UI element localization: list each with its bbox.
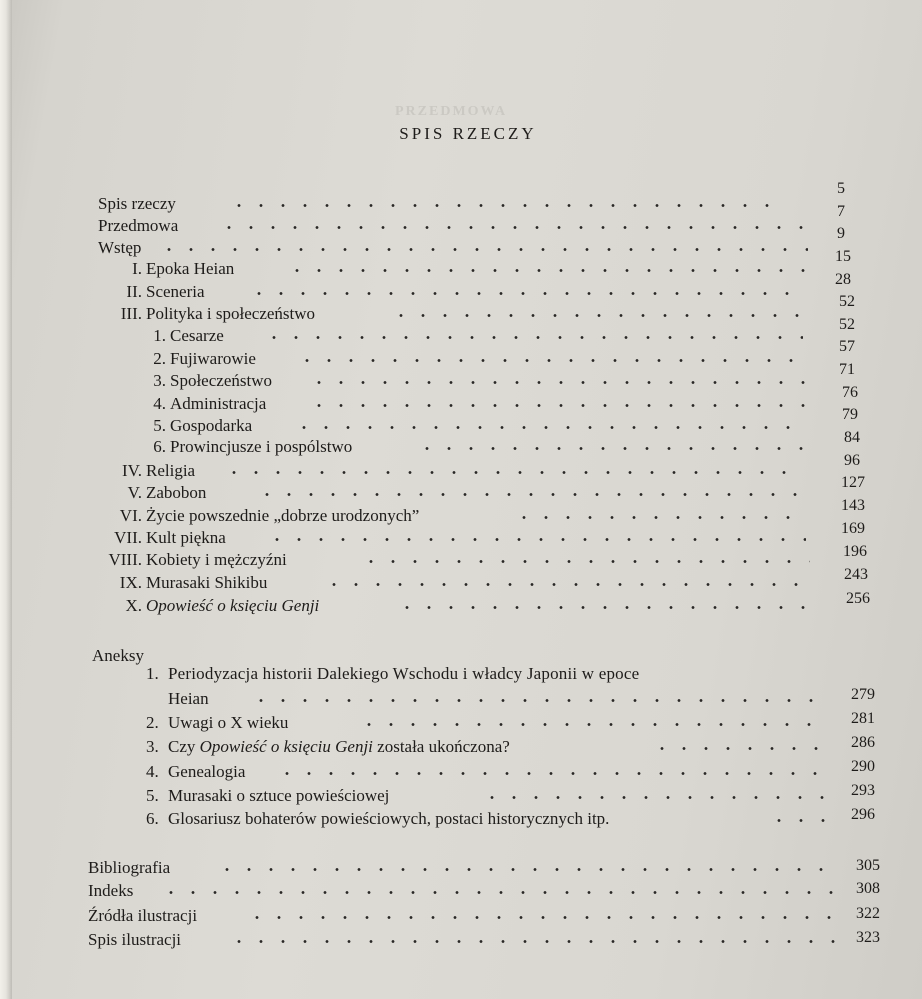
annex-label: Periodyzacja historii Dalekiego Wschodu i władcy Japonii w epoce	[168, 664, 640, 683]
dot-leader	[293, 426, 803, 429]
page-number: 57	[839, 338, 855, 355]
toc-number: III.	[120, 304, 142, 323]
page-number: 7	[837, 203, 845, 220]
toc-row	[98, 348, 818, 370]
page-number: 143	[841, 497, 865, 514]
toc-label: Prowincjusze i pospólstwo	[170, 437, 353, 456]
toc-row	[98, 393, 818, 415]
dot-leader	[218, 226, 818, 229]
toc-number: 1.	[153, 326, 166, 345]
dot-leader	[256, 493, 806, 496]
page-number: 169	[841, 520, 865, 537]
toc-number: 2.	[153, 349, 166, 368]
page-number: 322	[856, 905, 880, 922]
back-row	[88, 929, 848, 951]
annex-row	[146, 736, 866, 758]
page-number: 286	[851, 734, 875, 751]
annex-row	[146, 785, 866, 807]
annex-heading: Aneksy	[92, 646, 144, 665]
toc-label: Administracja	[170, 394, 267, 413]
back-label: Indeks	[88, 881, 134, 900]
annex-row	[168, 688, 868, 710]
annex-label: Genealogia	[168, 762, 246, 781]
toc-number: IX.	[119, 573, 142, 592]
dot-leader	[223, 471, 803, 474]
dot-leader	[416, 447, 806, 450]
toc-number: 4.	[153, 394, 166, 413]
page-number: 293	[851, 782, 875, 799]
page-number: 52	[839, 293, 855, 310]
toc-label: Polityka i społeczeństwo	[146, 304, 316, 323]
dot-leader	[228, 940, 836, 943]
toc-label: Fujiwarowie	[170, 349, 256, 368]
toc-row	[98, 303, 818, 325]
toc-label: Gospodarka	[170, 416, 253, 435]
toc-row	[98, 370, 818, 392]
toc-label: Epoka Heian	[146, 259, 235, 278]
dot-leader	[481, 796, 831, 799]
page-number: 305	[856, 857, 880, 874]
dot-leader	[323, 583, 808, 586]
page-binding-edge	[0, 0, 12, 999]
annex-label: Murasaki o sztuce powieściowej	[168, 786, 390, 805]
page-number: 15	[835, 248, 851, 265]
page-number: 323	[856, 929, 880, 946]
dot-leader	[308, 404, 808, 407]
toc-row	[98, 460, 818, 482]
dot-leader	[286, 269, 806, 272]
toc-row	[98, 595, 818, 617]
dot-leader	[160, 891, 836, 894]
back-label: Bibliografia	[88, 858, 171, 877]
annex-number: 5.	[146, 786, 159, 805]
annex-number: 4.	[146, 762, 159, 781]
page-number: 79	[842, 406, 858, 423]
page-number: 256	[846, 590, 870, 607]
dot-leader	[248, 292, 803, 295]
toc-label: Opowieść o księciu Genji	[146, 596, 320, 615]
dot-leader	[308, 381, 808, 384]
back-label: Spis ilustracji	[88, 930, 182, 949]
dot-leader	[216, 868, 836, 871]
back-label: Źródła ilustracji	[88, 906, 198, 925]
show-through-heading: PRZEDMOWA	[395, 104, 508, 119]
toc-number: 5.	[153, 416, 166, 435]
page-number: 71	[839, 361, 855, 378]
toc-row	[98, 572, 818, 594]
page-number: 296	[851, 806, 875, 823]
toc-number: IV.	[122, 461, 142, 480]
dot-leader	[263, 336, 803, 339]
toc-row	[98, 193, 778, 215]
toc-row	[98, 527, 818, 549]
toc-row	[98, 258, 818, 280]
dot-leader	[390, 314, 810, 317]
page-number: 196	[843, 543, 867, 560]
page-number: 281	[851, 710, 875, 727]
toc-label: Kult piękna	[146, 528, 226, 547]
toc-number: VI.	[119, 506, 142, 525]
page-number: 243	[844, 566, 868, 583]
toc-row	[98, 215, 778, 237]
toc-label: Spis rzeczy	[98, 194, 176, 213]
dot-leader	[250, 699, 820, 702]
toc-label: Wstęp	[98, 238, 142, 257]
toc-number: VII.	[114, 528, 142, 547]
dot-leader	[396, 606, 806, 609]
toc-row	[98, 281, 818, 303]
page-title: SPIS RZECZY	[399, 124, 537, 143]
back-row	[88, 857, 848, 879]
page-number: 290	[851, 758, 875, 775]
dot-leader	[360, 560, 810, 563]
dot-leader	[158, 248, 808, 251]
page-number: 84	[844, 429, 860, 446]
dot-leader	[246, 916, 836, 919]
toc-row	[98, 549, 818, 571]
toc-label: Życie powszednie „dobrze urodzonych”	[146, 506, 420, 525]
back-row	[88, 880, 848, 902]
annex-row	[146, 712, 866, 734]
dot-leader	[276, 772, 831, 775]
toc-label: Społeczeństwo	[170, 371, 272, 390]
toc-row	[98, 415, 818, 437]
dot-leader	[266, 538, 806, 541]
toc-row	[98, 482, 818, 504]
annex-label-continued: Heian	[168, 689, 209, 708]
dot-leader	[513, 516, 808, 519]
toc-label: Religia	[146, 461, 196, 480]
dot-leader	[296, 359, 806, 362]
page-number: 5	[837, 180, 845, 197]
dot-leader	[651, 747, 831, 750]
back-row	[88, 905, 848, 927]
toc-label: Zabobon	[146, 483, 207, 502]
toc-label: Murasaki Shikibu	[146, 573, 268, 592]
toc-number: X.	[125, 596, 142, 615]
annex-row	[146, 808, 866, 830]
toc-number: 6.	[153, 437, 166, 456]
toc-label: Przedmowa	[98, 216, 179, 235]
page-number: 308	[856, 880, 880, 897]
page-number: 279	[851, 686, 875, 703]
dot-leader	[358, 723, 828, 726]
toc-number: I.	[132, 259, 142, 278]
toc-row	[98, 237, 778, 259]
toc-label: Sceneria	[146, 282, 205, 301]
page-number: 9	[837, 225, 845, 242]
annex-row	[146, 761, 866, 783]
toc-number: VIII.	[108, 550, 142, 569]
annex-number: 6.	[146, 809, 159, 828]
annex-label: Glosariusz bohaterów powieściowych, postaci historycznych itp.	[168, 809, 610, 828]
page-number: 52	[839, 316, 855, 333]
toc-row	[98, 436, 818, 458]
toc-number: II.	[126, 282, 142, 301]
toc-label: Kobiety i mężczyźni	[146, 550, 287, 569]
toc-label: Cesarze	[170, 326, 224, 345]
toc-row	[98, 505, 818, 527]
page-number: 28	[835, 271, 851, 288]
toc-number: 3.	[153, 371, 166, 390]
annex-number: 1.	[146, 664, 159, 683]
toc-row	[98, 325, 818, 347]
annex-number: 3.	[146, 737, 159, 756]
page-number: 127	[841, 474, 865, 491]
dot-leader	[228, 204, 783, 207]
annex-label: Uwagi o X wieku	[168, 713, 289, 732]
page-number: 76	[842, 384, 858, 401]
toc-number: V.	[127, 483, 142, 502]
annex-label: Czy Opowieść o księciu Genji została ukończona?	[168, 737, 510, 756]
annex-number: 2.	[146, 713, 159, 732]
page-number: 96	[844, 452, 860, 469]
